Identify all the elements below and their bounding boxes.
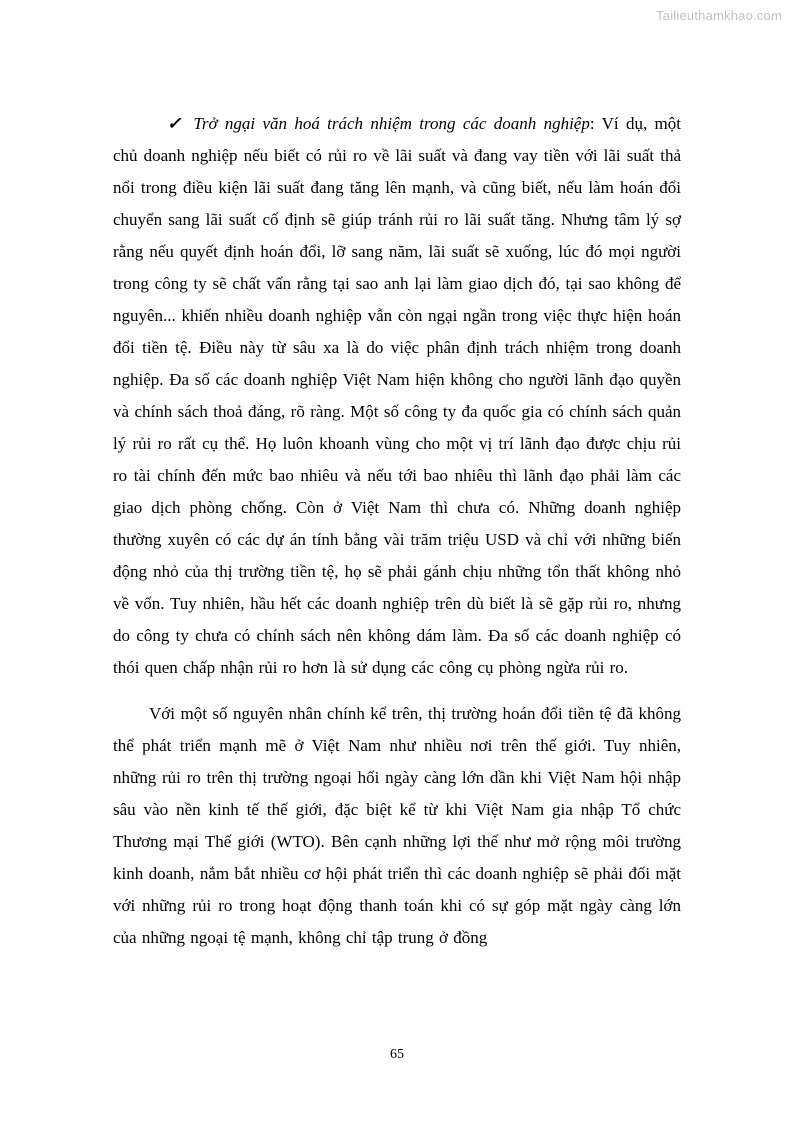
paragraph-lead-italic: Trở ngại văn hoá trách nhiệm trong các doanh nghiệp <box>193 114 590 133</box>
page-number: 65 <box>390 1047 404 1062</box>
paragraph-text: : Ví dụ, một chủ doanh nghiệp nếu biết có rủi ro về lãi suất và đang vay tiền với lãi suất thả nổi trong điều kiện lãi suất đang tăng lên mạnh, và cũng biết, nếu làm hoán đổi chuyển sang lãi suất cố định sẽ giúp tránh rủi ro lãi suất tăng. Nhưng tâm lý sợ rằng nếu quyết định hoán đổi, lỡ sang năm, lãi suất sẽ xuống, lúc đó mọi người trong công ty sẽ chất vấn rằng tại sao anh lại làm giao dịch đó, tại sao không để nguyên... khiến nhiều doanh nghiệp vẫn còn ngại ngần trong việc thực hiện hoán đổi tiền tệ. Điều này từ sâu xa là do việc phân định trách nhiệm trong doanh nghiệp. Đa số các doanh nghiệp Việt Nam hiện không cho người lãnh đạo quyền và chính sách thoả đáng, rõ ràng. Một số công ty đa quốc gia có chính sách quản lý rủi ro rất cụ thể. Họ luôn khoanh vùng cho một vị trí lãnh đạo được chịu rủi ro tài chính đến mức bao nhiêu và nếu tới bao nhiêu thì lãnh đạo phải làm các giao dịch phòng chống. Còn ở Việt Nam thì chưa có. Những doanh nghiệp thường xuyên có các dự án tính bằng vài trăm triệu USD và chỉ với những biến động nhỏ của thị trường tiền tệ, họ sẽ phải gánh chịu những tổn thất không nhỏ về vốn. Tuy nhiên, hầu hết các doanh nghiệp trên dù biết là sẽ gặp rủi ro, nhưng do công ty chưa có chính sách nên không dám làm. Đa số các doanh nghiệp có thói quen chấp nhận rủi ro hơn là sử dụng các công cụ phòng ngừa rủi ro. <box>113 114 681 677</box>
page-body <box>113 108 681 954</box>
paragraph <box>113 698 681 954</box>
paragraph <box>113 108 681 684</box>
paragraph-text: Với một số nguyên nhân chính kể trên, thị trường hoán đổi tiền tệ đã không thể phát triển mạnh mẽ ở Việt Nam như nhiều nơi trên thế giới. Tuy nhiên, những rủi ro trên thị trường ngoại hối ngày càng lớn dần khi Việt Nam hội nhập sâu vào nền kinh tế thế giới, đặc biệt kể từ khi Việt Nam gia nhập Tổ chức Thương mại Thế giới (WTO). Bên cạnh những lợi thế như mở rộng môi trường kinh doanh, nắm bắt nhiều cơ hội phát triển thì các doanh nghiệp sẽ phải đối mặt với những rủi ro trong hoạt động thanh toán khi có sự góp mặt ngày càng lớn của những ngoại tệ mạnh, không chỉ tập trung ở đồng <box>113 704 681 947</box>
checkmark-icon: ✓ <box>167 114 184 133</box>
watermark: Tailieuthamkhao.com <box>656 8 782 23</box>
